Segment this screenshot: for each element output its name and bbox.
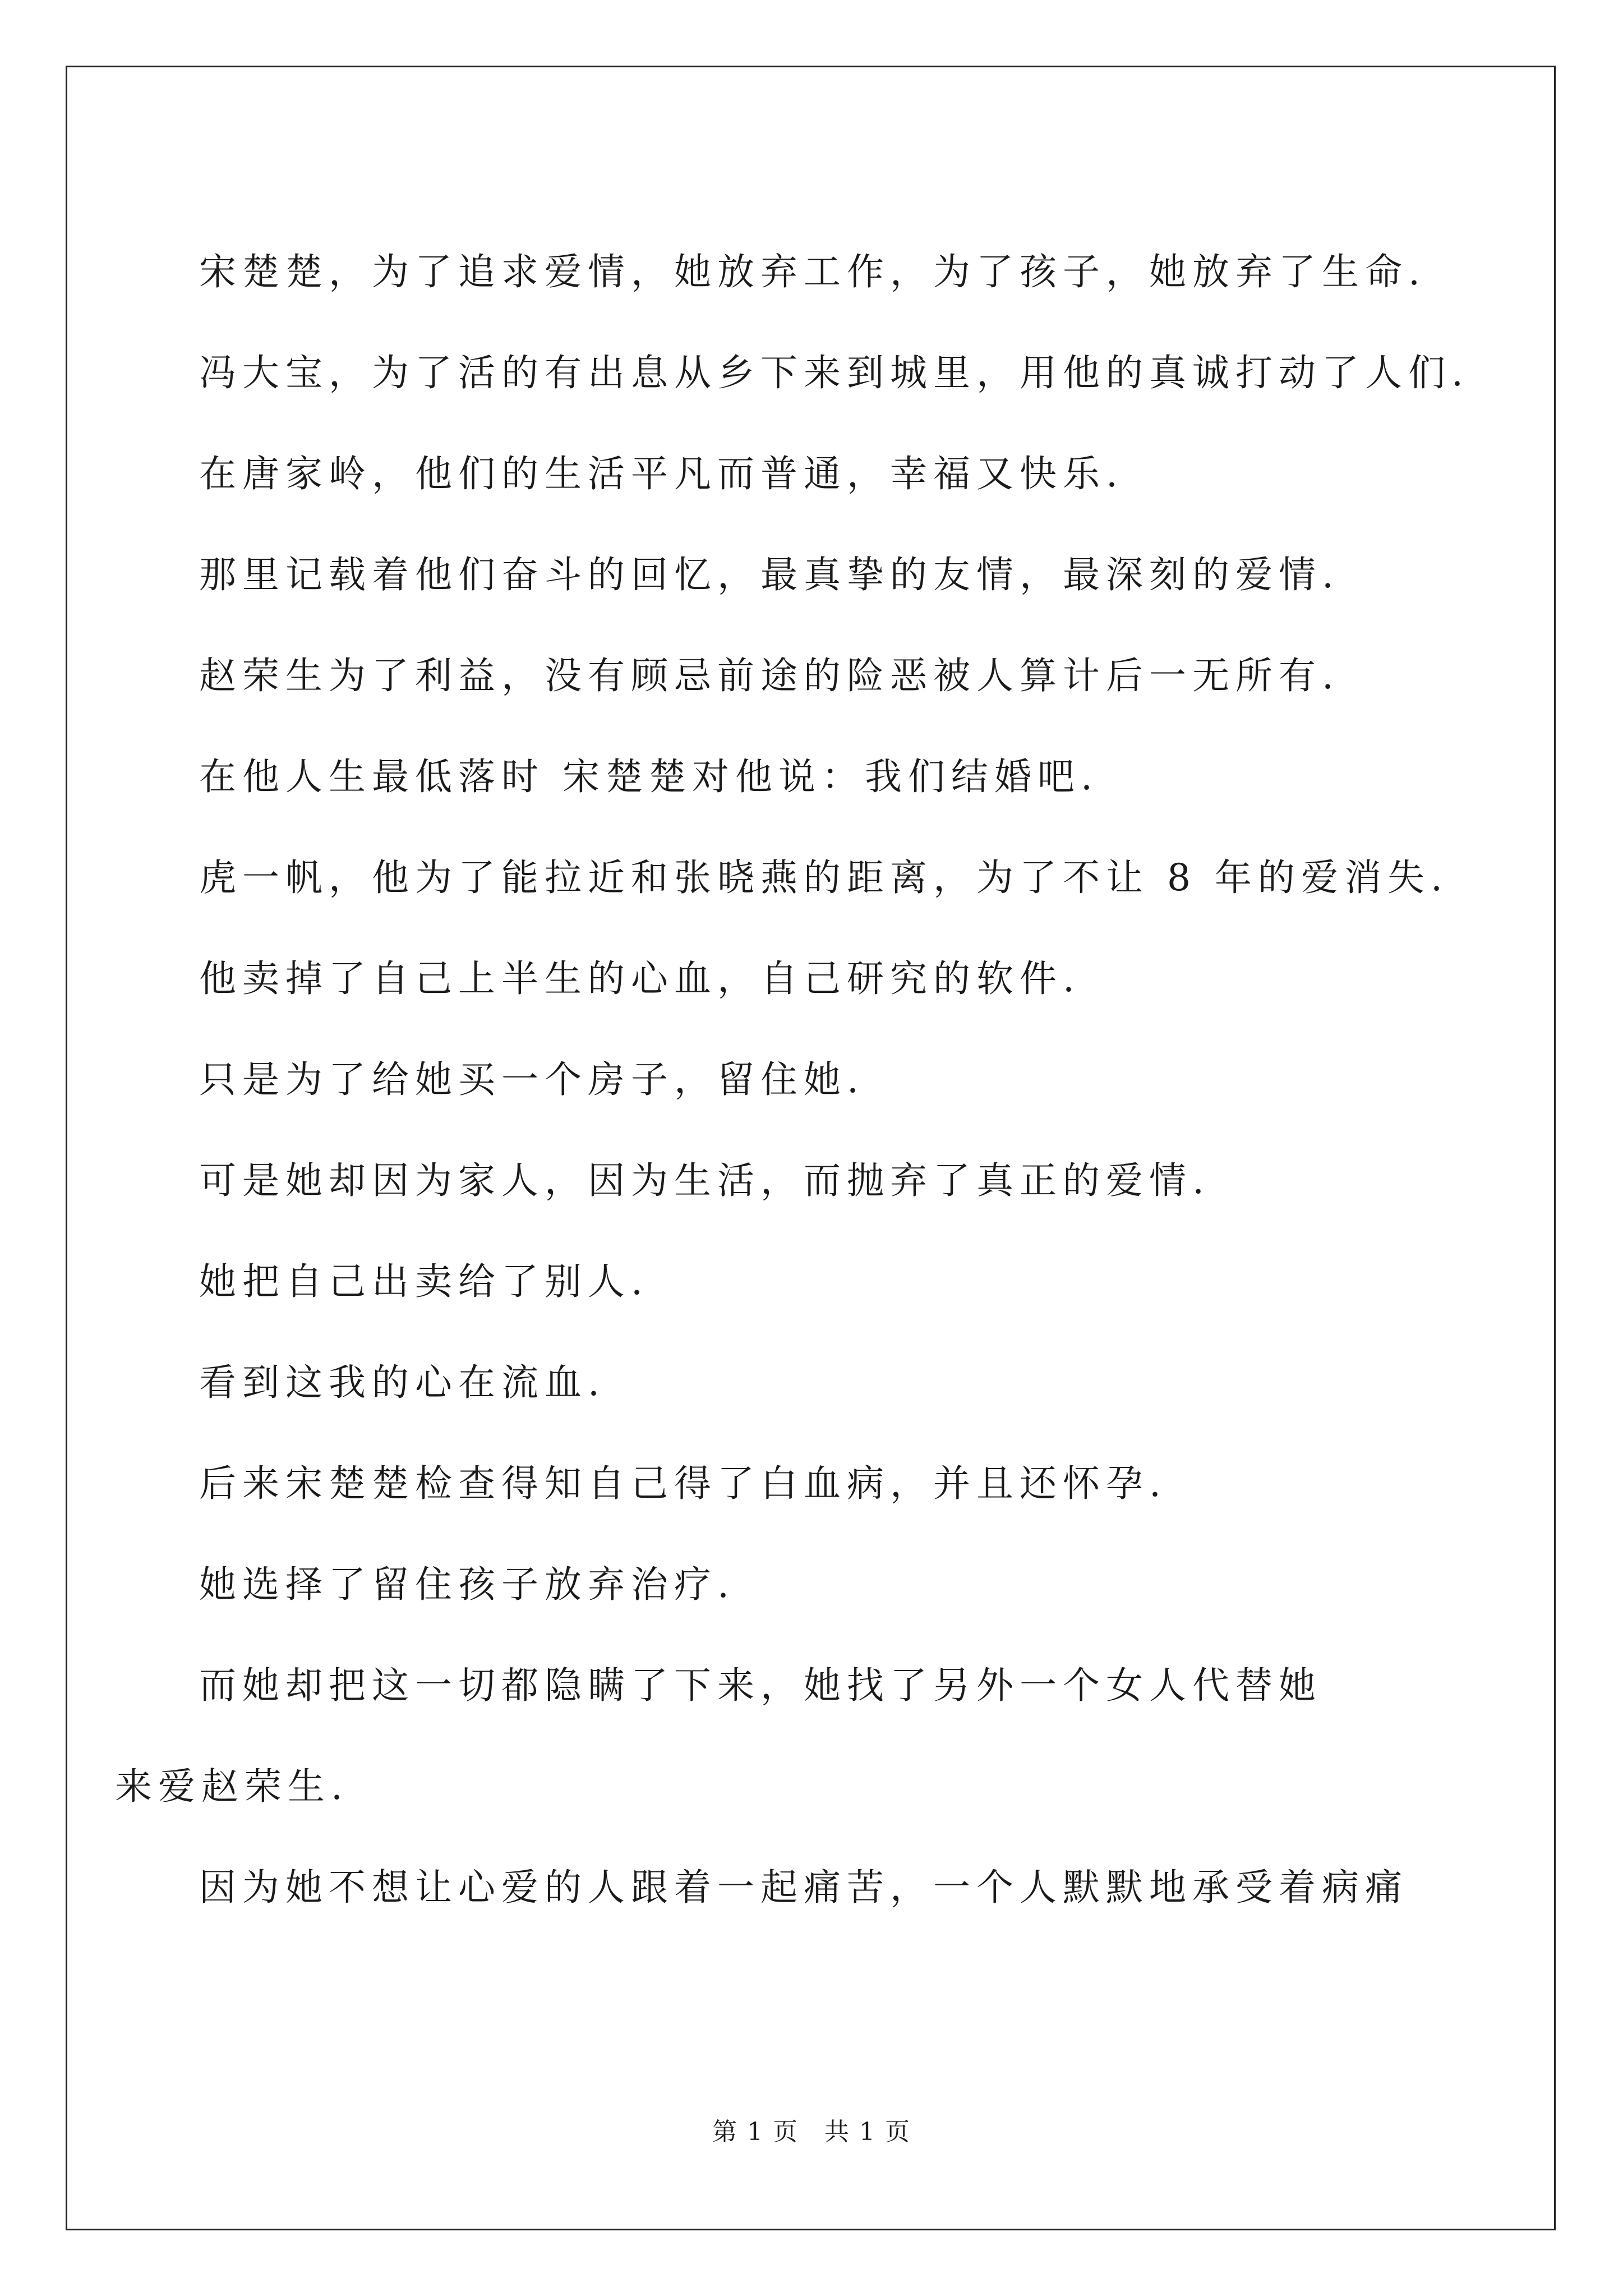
paragraph: 在唐家岭，他们的生活平凡而普通，幸福又快乐.: [199, 452, 1124, 495]
paragraph: 宋楚楚，为了追求爱情，她放弃工作，为了孩子，她放弃了生命.: [199, 250, 1426, 293]
paragraph: 因为她不想让心爱的人跟着一起痛苦，一个人默默地承受着病痛: [199, 1866, 1408, 1909]
paragraph: 在他人生最低落时 宋楚楚对他说：我们结婚吧.: [199, 755, 1099, 798]
paragraph: 赵荣生为了利益，没有顾忌前途的险恶被人算计后一无所有.: [199, 654, 1340, 697]
paragraph: 后来宋楚楚检查得知自己得了白血病，并且还怀孕.: [199, 1462, 1167, 1505]
paragraph: 她把自己出卖给了别人.: [199, 1260, 649, 1303]
paragraph: 他卖掉了自己上半生的心血，自己研究的软件.: [199, 957, 1081, 1000]
paragraph: 而她却把这一切都隐瞒了下来，她找了另外一个女人代替她来爱赵荣生.: [115, 1664, 1322, 1808]
page-number-footer: 第 1 页 共 1 页: [712, 2118, 911, 2146]
paragraph: 虎一帆，他为了能拉近和张晓燕的距离，为了不让 8 年的爱消失.: [199, 856, 1449, 899]
document-body: [115, 222, 1469, 1938]
paragraph: 她选择了留住孩子放弃治疗.: [199, 1563, 735, 1606]
paragraph: 看到这我的心在流血.: [199, 1361, 606, 1404]
paragraph: 只是为了给她买一个房子，留住她.: [199, 1058, 865, 1101]
paragraph: 可是她却因为家人，因为生活，而抛弃了真正的爱情.: [199, 1159, 1210, 1202]
paragraph: 冯大宝，为了活的有出息从乡下来到城里，用他的真诚打动了人们.: [199, 351, 1469, 394]
paragraph: 那里记载着他们奋斗的回忆，最真挚的友情，最深刻的爱情.: [199, 553, 1340, 596]
